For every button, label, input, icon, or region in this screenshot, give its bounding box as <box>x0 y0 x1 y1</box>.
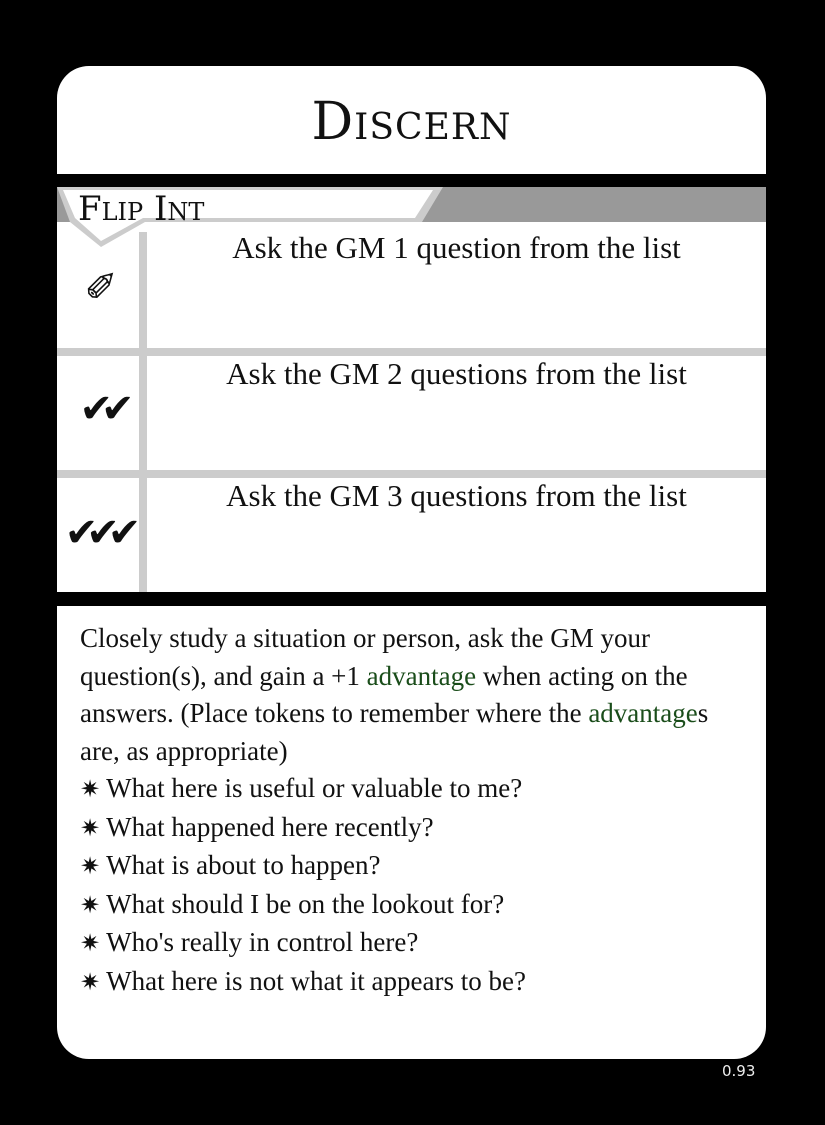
title-divider <box>57 174 766 187</box>
result-row-divider <box>57 348 766 356</box>
card-title: Discern <box>311 92 512 152</box>
list-item: ✷ What here is not what it appears to be? <box>80 965 526 996</box>
list-item: ✷ Who's really in control here? <box>80 927 419 957</box>
flip-label: Flip Int <box>78 189 205 229</box>
list-item: ✷ What here is useful or valuable to me? <box>80 773 523 803</box>
discern-card <box>57 66 766 1059</box>
results-divider <box>57 592 766 606</box>
result-text-2: Ask the GM 2 questions from the list <box>226 356 687 391</box>
list-item: ✷ What happened here recently? <box>80 811 434 842</box>
list-item: ✷ What is about to happen? <box>80 850 381 880</box>
star-bullet-icon: ✷ <box>80 813 101 842</box>
keyword-advantage: advantage <box>366 660 477 691</box>
star-bullet-icon: ✷ <box>80 967 101 996</box>
star-bullet-icon: ✷ <box>80 929 101 957</box>
keyword-advantage: advantage <box>588 698 698 728</box>
star-bullet-icon: ✷ <box>80 775 101 803</box>
list-item: ✷ What should I be on the lookout for? <box>80 888 505 919</box>
star-bullet-icon: ✷ <box>80 852 101 880</box>
star-bullet-icon: ✷ <box>80 890 101 919</box>
question-list <box>80 770 750 1001</box>
card-description: Closely study a situation or person, ask the GM your question(s), and gain a +1 advantage when acting on the answers. (Place tokens to remember where the advantages are, as appropriate) <box>80 623 709 766</box>
triple-check-icon: ✔✔✔ <box>64 510 130 556</box>
double-check-icon: ✔✔ <box>79 386 123 432</box>
result-text-1: Ask the GM 1 question from the list <box>232 230 681 265</box>
version-label: 0.93 <box>722 1062 756 1080</box>
result-text-3: Ask the GM 3 questions from the list <box>226 478 687 513</box>
single-check-icon: ✐ <box>84 265 118 311</box>
result-row-divider <box>57 470 766 478</box>
